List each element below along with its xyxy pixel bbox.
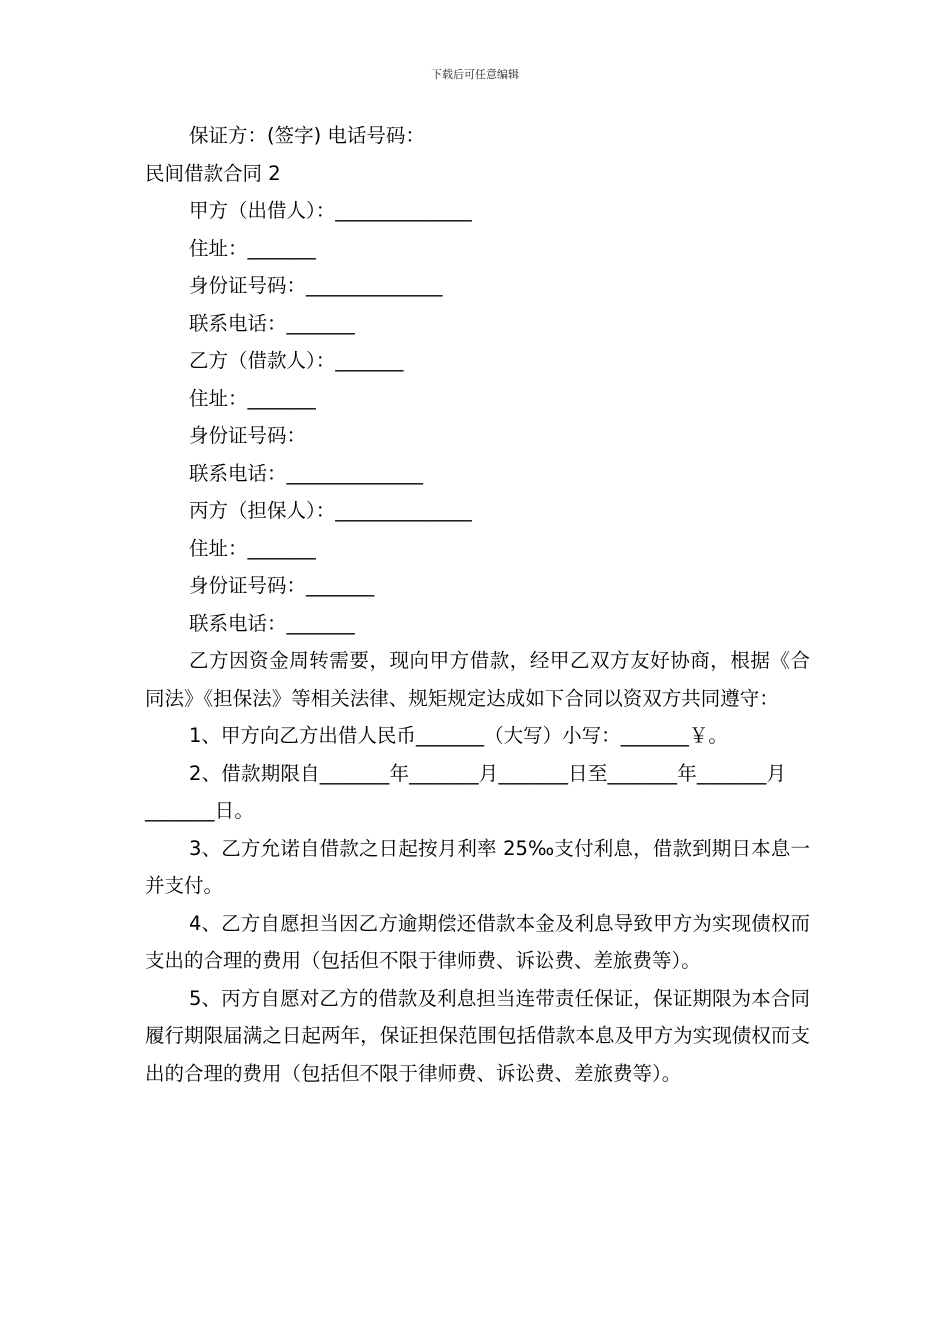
party-b-address: 住址：_______ [189,386,316,410]
party-a-line: 甲方（出借人）：______________ [189,199,472,222]
page-header-note: 下载后可任意编辑 [431,68,519,81]
contract-title: 民间借款合同 2 [145,161,281,185]
party-a-id: 身份证号码：______________ [189,274,443,297]
clause-4: 4、乙方自愿担当因乙方逾期偿还借款本金及利息导致甲方为实现债权而支出的合理的费用（包括但不限于律师费、诉讼费、差旅费等）。 [145,911,810,972]
clause-3: 3、乙方允诺自借款之日起按月利率 25‰支付利息，借款到期日本息一并支付。 [145,836,810,897]
party-a-address: 住址：_______ [189,236,316,260]
clause-1: 1、甲方向乙方出借人民币_______（大写）小写：_______￥。 [189,724,728,747]
clause-5: 5、丙方自愿对乙方的借款及利息担当连带责任保证，保证期限为本合同履行期限届满之日起两年，保证担保范围包括借款本息及甲方为实现债权而支出的合理的费用（包括但不限于律师费、诉讼费、差旅费等）。 [145,986,810,1085]
guarantor-sign-line: 保证方：(签字) 电话号码： [189,124,425,147]
party-a-phone: 联系电话：_______ [189,311,355,335]
contract-body [145,117,810,1092]
intro-paragraph: 乙方因资金周转需要，现向甲方借款，经甲乙双方友好协商，根据《合同法》《担保法》等相关法律、规矩规定达成如下合同以资双方共同遵守： [145,649,810,710]
party-b-id: 身份证号码： [189,424,307,447]
party-b-phone: 联系电话：______________ [189,461,424,485]
clause-2: 2、借款期限自_______年_______月_______日至_______年_______月_______日。 [145,761,787,822]
party-c-phone: 联系电话：_______ [189,611,355,635]
party-c-line: 丙方（担保人）：______________ [189,499,472,522]
party-c-address: 住址：_______ [189,536,316,560]
party-b-line: 乙方（借款人）：_______ [189,349,404,372]
party-c-id: 身份证号码：_______ [189,574,375,597]
